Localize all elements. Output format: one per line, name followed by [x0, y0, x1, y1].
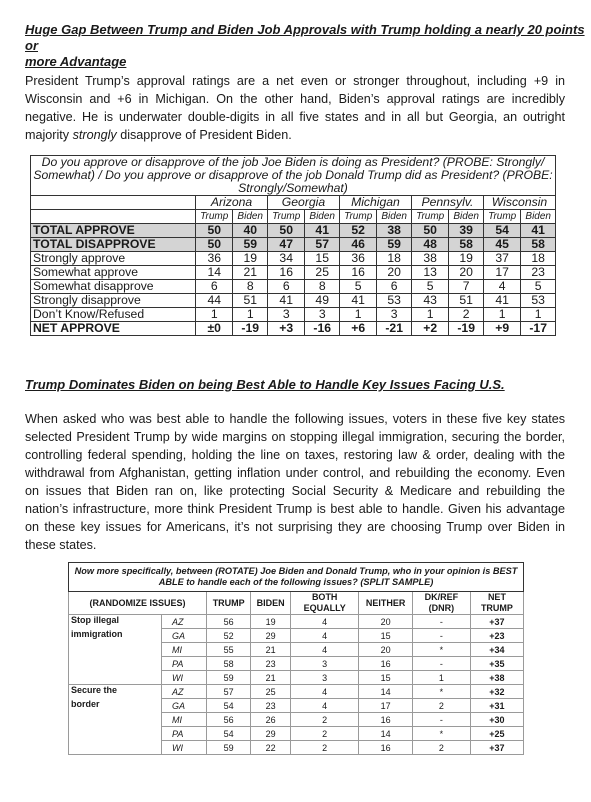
table-cell: +2: [411, 322, 448, 336]
table-cell: 39: [449, 224, 484, 238]
net-trump-cell: +31: [470, 699, 523, 713]
table-cell: 54: [207, 699, 251, 713]
issues-header-biden: BIDEN: [251, 592, 291, 615]
net-trump-cell: +37: [470, 615, 523, 629]
candidate-subheader: Biden: [233, 210, 268, 224]
table-cell: 2: [412, 699, 470, 713]
table-cell: 21: [251, 671, 291, 685]
issue-label: [69, 727, 162, 741]
table-cell: -: [412, 713, 470, 727]
table-cell: 1: [233, 308, 268, 322]
section1-heading-line2: more Advantage: [25, 54, 127, 69]
table-cell: 14: [196, 266, 233, 280]
table-cell: 57: [305, 238, 340, 252]
table-cell: 38: [411, 252, 448, 266]
issue-label: [69, 657, 162, 671]
table-cell: 6: [377, 280, 412, 294]
table-row: [69, 657, 524, 671]
issues-header-dk: DK/REF (DNR): [412, 592, 470, 615]
table-cell: 58: [449, 238, 484, 252]
table-row: [69, 741, 524, 755]
table-cell: 2: [290, 713, 358, 727]
table-row: [31, 322, 556, 336]
section1-heading-line1: Huge Gap Between Trump and Biden Job Approvals with Trump holding a nearly 20 points or: [25, 22, 585, 53]
table-cell: 1: [412, 671, 470, 685]
table-cell: 2: [290, 727, 358, 741]
table-cell: 59: [207, 671, 251, 685]
table-cell: 36: [339, 252, 376, 266]
table-cell: 23: [521, 266, 556, 280]
state-cell: WI: [162, 741, 207, 755]
issues-header-issue: (RANDOMIZE ISSUES): [69, 592, 207, 615]
table-cell: 3: [267, 308, 304, 322]
table-cell: 47: [267, 238, 304, 252]
table-cell: 37: [483, 252, 520, 266]
table-cell: 6: [196, 280, 233, 294]
table-cell: -19: [449, 322, 484, 336]
table-cell: 53: [521, 294, 556, 308]
table-cell: 43: [411, 294, 448, 308]
table-cell: -: [412, 629, 470, 643]
table-cell: 5: [411, 280, 448, 294]
table-row: [69, 713, 524, 727]
table-cell: 54: [207, 727, 251, 741]
state-cell: GA: [162, 699, 207, 713]
net-trump-cell: +30: [470, 713, 523, 727]
candidate-subheader: Trump: [196, 210, 233, 224]
table-cell: 23: [251, 657, 291, 671]
table-cell: 4: [290, 615, 358, 629]
table-cell: 3: [305, 308, 340, 322]
table-cell: 15: [305, 252, 340, 266]
table-cell: 16: [359, 713, 412, 727]
table-row: [69, 671, 524, 685]
net-trump-cell: +37: [470, 741, 523, 755]
table-cell: -19: [233, 322, 268, 336]
table-cell: 58: [521, 238, 556, 252]
table-cell: 52: [339, 224, 376, 238]
section1-paragraph-end: disapprove of President Biden.: [120, 128, 292, 142]
table-row: [69, 629, 524, 643]
table-cell: 8: [305, 280, 340, 294]
table-cell: 1: [339, 308, 376, 322]
table-cell: 13: [411, 266, 448, 280]
section1-paragraph-emphasis: strongly: [72, 128, 117, 142]
table-cell: -17: [521, 322, 556, 336]
table-cell: 1: [483, 308, 520, 322]
table-cell: 41: [305, 224, 340, 238]
issue-label: Stop illegal: [69, 615, 162, 629]
row-label: Don’t Know/Refused: [31, 308, 196, 322]
candidate-subheader: Trump: [339, 210, 376, 224]
table-cell: 16: [359, 657, 412, 671]
state-header: Pennsylv.: [411, 196, 483, 210]
table-cell: 40: [233, 224, 268, 238]
issues-header-net: NET TRUMP: [470, 592, 523, 615]
table-cell: 48: [411, 238, 448, 252]
section2-paragraph: When asked who was best able to handle the following issues, voters in these five key states selected President Trump by wide margins on stopping illegal immigration, securing the border, controlling federal spending, holding the line on taxes, restoring law & order, dealing with the withdrawal from Afghanistan, getting inflation under control, and rebuilding the economy. Even on issues that Biden ran on, like protecting Social Security & Medicare and rebuilding the nation’s infrastructure, more think President Trump is best able to handle. Given his advantage on these key issues for Americans, it’s not surprising they are choosing Trump over Biden in these states.: [25, 412, 565, 552]
issues-header-both: BOTH EQUALLY: [290, 592, 358, 615]
table-cell: 29: [251, 629, 291, 643]
issue-label: immigration: [69, 629, 162, 643]
table-cell: 4: [290, 629, 358, 643]
table-cell: -: [412, 657, 470, 671]
state-header: Georgia: [267, 196, 339, 210]
table-cell: 38: [377, 224, 412, 238]
candidate-subheader: Trump: [267, 210, 304, 224]
table-cell: 50: [411, 224, 448, 238]
state-cell: AZ: [162, 615, 207, 629]
table-cell: 41: [521, 224, 556, 238]
table-cell: 58: [207, 657, 251, 671]
table-cell: 21: [251, 643, 291, 657]
table-cell: 36: [196, 252, 233, 266]
table-row: [31, 252, 556, 266]
candidate-subheader: Biden: [521, 210, 556, 224]
table-cell: 45: [483, 238, 520, 252]
state-header: Arizona: [196, 196, 268, 210]
net-trump-cell: +34: [470, 643, 523, 657]
row-label: TOTAL APPROVE: [31, 224, 196, 238]
table-cell: -: [412, 615, 470, 629]
row-label: NET APPROVE: [31, 322, 196, 336]
candidate-subheader: Trump: [483, 210, 520, 224]
table-row: [31, 280, 556, 294]
section1-heading: [25, 22, 591, 70]
row-label: Strongly approve: [31, 252, 196, 266]
table-cell: 59: [207, 741, 251, 755]
table-cell: 41: [483, 294, 520, 308]
state-cell: WI: [162, 671, 207, 685]
table-cell: 20: [359, 615, 412, 629]
table-cell: 14: [359, 727, 412, 741]
table-cell: *: [412, 727, 470, 741]
table-cell: 1: [196, 308, 233, 322]
table-cell: 26: [251, 713, 291, 727]
table-row: [69, 685, 524, 699]
table-cell: 17: [359, 699, 412, 713]
table-cell: 4: [483, 280, 520, 294]
table-cell: 25: [305, 266, 340, 280]
issue-label: border: [69, 699, 162, 713]
state-cell: MI: [162, 713, 207, 727]
state-cell: PA: [162, 657, 207, 671]
table-cell: 20: [377, 266, 412, 280]
candidate-subheader: Biden: [305, 210, 340, 224]
table-cell: 3: [290, 657, 358, 671]
table-cell: 25: [251, 685, 291, 699]
table-cell: 19: [233, 252, 268, 266]
candidate-subheader: Biden: [449, 210, 484, 224]
table-cell: 15: [359, 629, 412, 643]
issue-label: Secure the: [69, 685, 162, 699]
table-cell: 2: [290, 741, 358, 755]
net-trump-cell: +23: [470, 629, 523, 643]
table-cell: 59: [377, 238, 412, 252]
table-row: [31, 266, 556, 280]
issue-label: [69, 713, 162, 727]
table-cell: 55: [207, 643, 251, 657]
table-row: [31, 308, 556, 322]
row-label: Somewhat approve: [31, 266, 196, 280]
section2-heading: Trump Dominates Biden on being Best Able to Handle Key Issues Facing U.S.: [25, 377, 505, 392]
candidate-subheader: Biden: [377, 210, 412, 224]
table-cell: +3: [267, 322, 304, 336]
section1-paragraph: [25, 72, 565, 144]
table-cell: 22: [251, 741, 291, 755]
issues-question: Now more specifically, between (ROTATE) Joe Biden and Donald Trump, who in your opinion is BEST ABLE to handle each of the following issues? (SPLIT SAMPLE): [69, 563, 524, 592]
table-row: [69, 643, 524, 657]
table-cell: 18: [377, 252, 412, 266]
table-cell: 15: [359, 671, 412, 685]
table-cell: 19: [449, 252, 484, 266]
table-cell: +6: [339, 322, 376, 336]
table-row: [31, 238, 556, 252]
table-cell: 50: [267, 224, 304, 238]
table-cell: 2: [412, 741, 470, 755]
table-cell: 52: [207, 629, 251, 643]
table-cell: 50: [196, 224, 233, 238]
table-cell: 51: [449, 294, 484, 308]
net-trump-cell: +38: [470, 671, 523, 685]
table-cell: 50: [196, 238, 233, 252]
approval-subheader-blank: [31, 210, 196, 224]
table-cell: 16: [267, 266, 304, 280]
table-row: [69, 699, 524, 713]
table-row: [69, 727, 524, 741]
table-cell: 4: [290, 643, 358, 657]
row-label: Strongly disapprove: [31, 294, 196, 308]
table-cell: 17: [483, 266, 520, 280]
state-cell: AZ: [162, 685, 207, 699]
net-trump-cell: +32: [470, 685, 523, 699]
table-row: [31, 224, 556, 238]
table-cell: 59: [233, 238, 268, 252]
table-cell: ±0: [196, 322, 233, 336]
state-header: Michigan: [339, 196, 411, 210]
net-trump-cell: +35: [470, 657, 523, 671]
table-cell: -21: [377, 322, 412, 336]
row-label: TOTAL DISAPPROVE: [31, 238, 196, 252]
table-cell: 41: [339, 294, 376, 308]
table-cell: 29: [251, 727, 291, 741]
table-cell: 5: [339, 280, 376, 294]
table-cell: -16: [305, 322, 340, 336]
table-cell: 18: [521, 252, 556, 266]
table-cell: 21: [233, 266, 268, 280]
table-cell: 14: [359, 685, 412, 699]
table-row: [31, 294, 556, 308]
table-cell: 46: [339, 238, 376, 252]
issues-header-neither: NEITHER: [359, 592, 412, 615]
table-cell: *: [412, 685, 470, 699]
table-cell: 54: [483, 224, 520, 238]
issue-label: [69, 643, 162, 657]
table-cell: 56: [207, 615, 251, 629]
table-row: [69, 615, 524, 629]
table-cell: 2: [449, 308, 484, 322]
table-cell: 6: [267, 280, 304, 294]
state-header: Wisconsin: [483, 196, 555, 210]
table-cell: *: [412, 643, 470, 657]
table-cell: 7: [449, 280, 484, 294]
table-cell: 4: [290, 685, 358, 699]
table-cell: 8: [233, 280, 268, 294]
issues-header-trump: TRUMP: [207, 592, 251, 615]
approval-header-blank: [31, 196, 196, 210]
table-cell: 16: [339, 266, 376, 280]
table-cell: 20: [359, 643, 412, 657]
approval-table: [30, 155, 556, 336]
table-cell: 23: [251, 699, 291, 713]
candidate-subheader: Trump: [411, 210, 448, 224]
table-cell: 16: [359, 741, 412, 755]
table-cell: 19: [251, 615, 291, 629]
table-cell: 41: [267, 294, 304, 308]
table-cell: 51: [233, 294, 268, 308]
table-cell: 49: [305, 294, 340, 308]
issues-table: [68, 562, 524, 755]
table-cell: 3: [377, 308, 412, 322]
table-cell: 53: [377, 294, 412, 308]
table-cell: 57: [207, 685, 251, 699]
row-label: Somewhat disapprove: [31, 280, 196, 294]
issue-label: [69, 671, 162, 685]
table-cell: 44: [196, 294, 233, 308]
table-cell: 5: [521, 280, 556, 294]
table-cell: 56: [207, 713, 251, 727]
table-cell: 1: [411, 308, 448, 322]
table-cell: +9: [483, 322, 520, 336]
table-cell: 4: [290, 699, 358, 713]
net-trump-cell: +25: [470, 727, 523, 741]
table-cell: 1: [521, 308, 556, 322]
table-cell: 20: [449, 266, 484, 280]
table-cell: 34: [267, 252, 304, 266]
state-cell: GA: [162, 629, 207, 643]
state-cell: MI: [162, 643, 207, 657]
approval-question: Do you approve or disapprove of the job Joe Biden is doing as President? (PROBE: Strongly/ Somewhat) / Do you approve or disapprove of the job Donald Trump did as President? (PROBE: Strongly/Somewhat): [31, 156, 556, 196]
issue-label: [69, 741, 162, 755]
section1-paragraph-text: President Trump’s approval ratings are a net even or stronger throughout, including +9 in Wisconsin and +6 in Michigan. On the other hand, Biden’s approval ratings are incredibly negative. He is underwater double-digits in all five states and in all but Georgia, an outright majority: [25, 74, 565, 142]
state-cell: PA: [162, 727, 207, 741]
table-cell: 3: [290, 671, 358, 685]
